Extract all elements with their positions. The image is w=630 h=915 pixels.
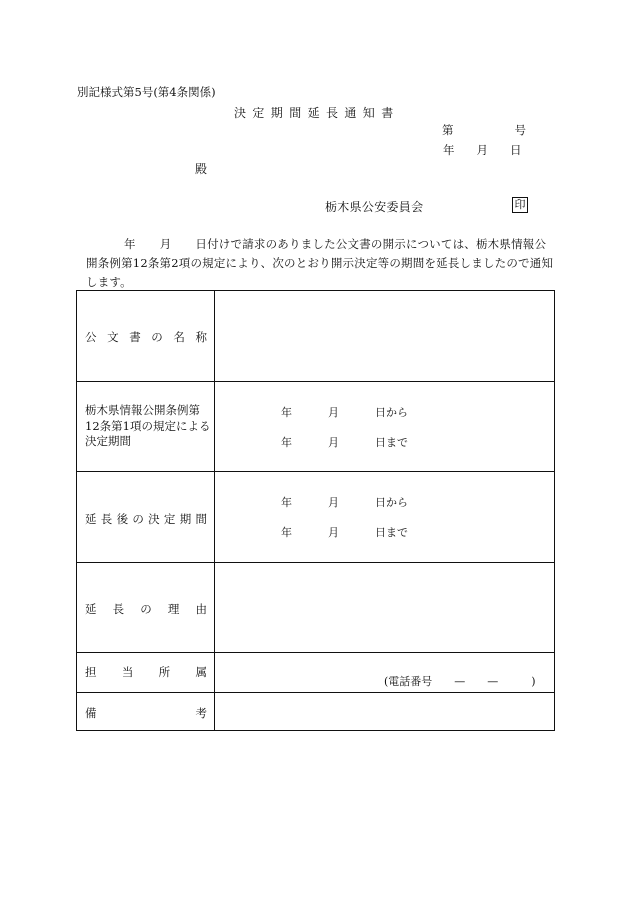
label-char: 延 [85,512,97,526]
label-char: 間 [195,512,207,526]
original-period-label-line: 決定期間 [85,434,131,448]
original-period-to[interactable]: 年 月 日まで [281,436,408,449]
date-month: 月 [476,143,488,157]
row-label-department [85,664,207,680]
number-suffix: 号 [514,123,526,137]
row-divider [77,471,554,472]
document-number-line [442,122,530,138]
label-char: 理 [167,602,180,616]
label-char: 決 [148,512,160,526]
label-char: 考 [195,706,207,720]
extension-details-table [76,290,555,731]
document-name-field[interactable] [227,311,547,366]
extended-period-from[interactable]: 年 月 日から [281,496,408,509]
label-char: 名 [173,330,185,344]
remarks-field[interactable] [227,699,547,723]
extension-reason-field[interactable] [227,581,547,636]
body-line-1: 年 月 日付けで請求のありました公文書の開示については、栃木県情報公 [124,237,547,251]
row-divider [77,692,554,693]
original-period-from[interactable]: 年 月 日から [281,406,408,419]
label-char: 書 [129,330,141,344]
extended-period-to[interactable]: 年 月 日まで [281,526,408,539]
label-char: 長 [112,602,125,616]
row-divider [77,652,554,653]
label-char: 長 [100,512,113,526]
form-number-label: 別記様式第5号(第4条関係) [77,85,216,99]
label-char: 延 [85,602,97,616]
row-label-extension-reason [85,601,207,617]
label-char: 所 [158,665,171,679]
label-char: 称 [195,330,207,344]
label-char: 属 [195,665,207,679]
column-divider [214,291,215,730]
body-line-2: 開条例第12条第2項の規定により、次のとおり開示決定等の期間を延長しましたので通知 [86,256,554,270]
original-period-label-line: 12条第1項の規定による [85,418,211,433]
label-char: 公 [85,330,97,344]
seal-mark: 印 [512,197,528,213]
label-char: の [140,602,152,616]
label-char: 備 [85,706,97,720]
row-label-extended-period [85,511,207,527]
document-title: 決定期間延長通知書 [234,106,400,120]
original-period-label-line: 栃木県情報公開条例第 [85,403,200,417]
label-char: 後 [116,512,129,526]
phone-number-field[interactable]: (電話番号 — — ) [384,675,536,688]
row-label-remarks [85,705,207,721]
row-divider [77,562,554,563]
number-prefix: 第 [442,123,454,137]
label-char: 期 [179,512,192,526]
notice-body [86,235,556,292]
date-year: 年 [443,143,455,157]
label-char: 定 [163,512,176,526]
label-char: 由 [195,602,207,616]
label-char: の [132,512,144,526]
label-char: 担 [85,665,97,679]
addressee-honorific: 殿 [195,162,208,176]
label-char: 文 [107,330,119,344]
date-day: 日 [510,143,522,157]
label-char: 当 [121,665,134,679]
issue-date-line [443,142,522,158]
row-label-document-name [85,329,207,345]
body-line-3: します。 [86,275,132,289]
row-label-original-period [85,403,210,450]
label-char: の [151,330,163,344]
row-divider [77,381,554,382]
issuer-name: 栃木県公安委員会 [325,200,424,214]
